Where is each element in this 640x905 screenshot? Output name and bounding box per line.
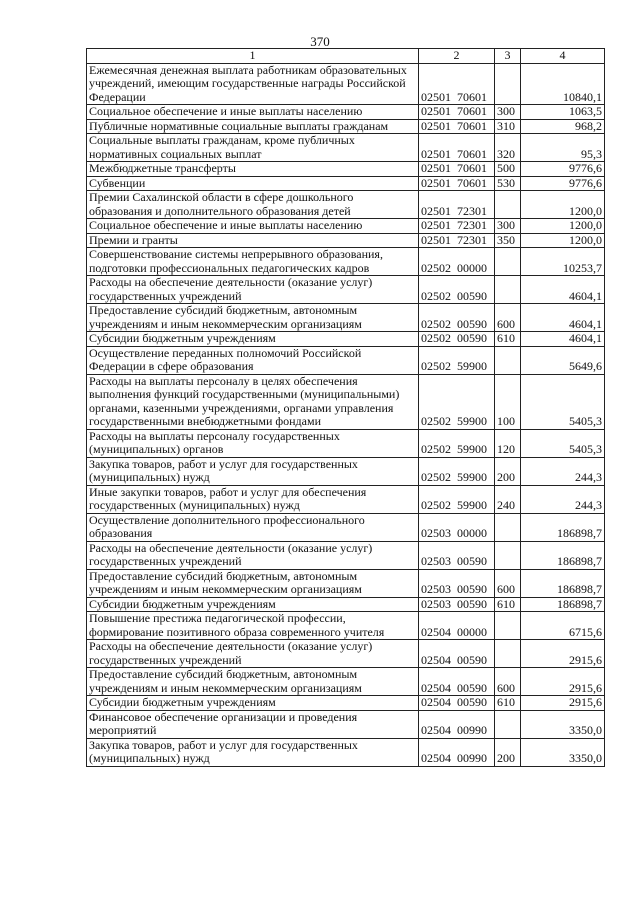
budget-table <box>86 48 605 767</box>
row-code: 02504 00590 <box>419 668 495 696</box>
row-amount: 1063,5 <box>521 105 605 120</box>
row-amount: 95,3 <box>521 134 605 162</box>
table-row <box>87 63 605 105</box>
column-header-2: 2 <box>419 49 495 64</box>
row-code: 02501 70601 <box>419 105 495 120</box>
table-row <box>87 134 605 162</box>
row-type <box>495 513 521 541</box>
row-name: Закупка товаров, работ и услуг для государственных (муниципальных) нужд <box>87 738 419 766</box>
table-row <box>87 612 605 640</box>
row-amount: 1200,0 <box>521 219 605 234</box>
row-type <box>495 640 521 668</box>
row-amount: 10253,7 <box>521 248 605 276</box>
row-code: 02502 59900 <box>419 346 495 374</box>
row-code: 02501 72301 <box>419 219 495 234</box>
row-name: Расходы на обеспечение деятельности (оказание услуг) государственных учреждений <box>87 541 419 569</box>
row-amount: 2915,6 <box>521 640 605 668</box>
row-amount: 186898,7 <box>521 541 605 569</box>
row-code: 02504 00590 <box>419 696 495 711</box>
row-type <box>495 710 521 738</box>
row-name: Социальное обеспечение и иные выплаты населению <box>87 105 419 120</box>
row-code: 02504 00990 <box>419 710 495 738</box>
table-row <box>87 429 605 457</box>
row-name: Премии и гранты <box>87 233 419 248</box>
row-name: Премии Сахалинской области в сфере дошкольного образования и дополнительного образования детей <box>87 191 419 219</box>
row-type: 610 <box>495 597 521 612</box>
row-name: Предоставление субсидий бюджетным, автономным учреждениям и иным некоммерческим организациям <box>87 668 419 696</box>
row-type: 240 <box>495 485 521 513</box>
row-type: 300 <box>495 219 521 234</box>
row-amount: 6715,6 <box>521 612 605 640</box>
row-amount: 5405,3 <box>521 374 605 429</box>
row-amount: 5405,3 <box>521 429 605 457</box>
table-row <box>87 597 605 612</box>
row-amount: 9776,6 <box>521 162 605 177</box>
table-body <box>87 63 605 766</box>
row-code: 02502 59900 <box>419 457 495 485</box>
row-code: 02502 59900 <box>419 429 495 457</box>
row-name: Расходы на выплаты персоналу государственных (муниципальных) органов <box>87 429 419 457</box>
table-row <box>87 191 605 219</box>
row-type: 350 <box>495 233 521 248</box>
row-amount: 244,3 <box>521 457 605 485</box>
row-name: Расходы на обеспечение деятельности (оказание услуг) государственных учреждений <box>87 276 419 304</box>
row-code: 02502 00590 <box>419 276 495 304</box>
table-row <box>87 304 605 332</box>
row-amount: 1200,0 <box>521 233 605 248</box>
table-row <box>87 176 605 191</box>
row-name: Субвенции <box>87 176 419 191</box>
row-name: Расходы на обеспечение деятельности (оказание услуг) государственных учреждений <box>87 640 419 668</box>
row-name: Субсидии бюджетным учреждениям <box>87 332 419 347</box>
table-row <box>87 332 605 347</box>
table-row <box>87 119 605 134</box>
row-code: 02501 70601 <box>419 63 495 105</box>
row-amount: 2915,6 <box>521 696 605 711</box>
row-type <box>495 248 521 276</box>
page-number: 370 <box>310 34 330 49</box>
row-amount: 2915,6 <box>521 668 605 696</box>
row-type: 600 <box>495 569 521 597</box>
row-type: 500 <box>495 162 521 177</box>
row-amount: 3350,0 <box>521 710 605 738</box>
row-name: Социальные выплаты гражданам, кроме публичных нормативных социальных выплат <box>87 134 419 162</box>
row-name: Публичные нормативные социальные выплаты гражданам <box>87 119 419 134</box>
table-row <box>87 738 605 766</box>
row-code: 02502 59900 <box>419 374 495 429</box>
table-row <box>87 668 605 696</box>
row-type: 610 <box>495 696 521 711</box>
row-amount: 1200,0 <box>521 191 605 219</box>
table-row <box>87 541 605 569</box>
row-type <box>495 612 521 640</box>
row-type <box>495 63 521 105</box>
column-header-1: 1 <box>87 49 419 64</box>
row-name: Предоставление субсидий бюджетным, автономным учреждениям и иным некоммерческим организациям <box>87 304 419 332</box>
row-type <box>495 346 521 374</box>
row-code: 02504 00000 <box>419 612 495 640</box>
table-row <box>87 248 605 276</box>
row-type <box>495 541 521 569</box>
row-code: 02501 72301 <box>419 233 495 248</box>
row-name: Совершенствование системы непрерывного образования, подготовки профессиональных педагогических кадров <box>87 248 419 276</box>
row-code: 02504 00590 <box>419 640 495 668</box>
table-row <box>87 485 605 513</box>
row-code: 02503 00590 <box>419 597 495 612</box>
row-type: 100 <box>495 374 521 429</box>
row-name: Расходы на выплаты персоналу в целях обеспечения выполнения функций государственными (муниципальными) органами, казенными учреждениями, органами управления государственными внебюджетными фондами <box>87 374 419 429</box>
column-header-3: 3 <box>495 49 521 64</box>
row-type: 600 <box>495 668 521 696</box>
row-code: 02503 00590 <box>419 569 495 597</box>
row-name: Закупка товаров, работ и услуг для государственных (муниципальных) нужд <box>87 457 419 485</box>
row-name: Межбюджетные трансферты <box>87 162 419 177</box>
table-row <box>87 569 605 597</box>
row-amount: 244,3 <box>521 485 605 513</box>
row-code: 02502 00590 <box>419 332 495 347</box>
table-row <box>87 346 605 374</box>
row-code: 02503 00590 <box>419 541 495 569</box>
row-amount: 186898,7 <box>521 597 605 612</box>
row-name: Осуществление дополнительного профессионального образования <box>87 513 419 541</box>
row-code: 02501 70601 <box>419 176 495 191</box>
row-amount: 968,2 <box>521 119 605 134</box>
row-code: 02503 00000 <box>419 513 495 541</box>
row-name: Финансовое обеспечение организации и проведения мероприятий <box>87 710 419 738</box>
row-type: 320 <box>495 134 521 162</box>
table-row <box>87 219 605 234</box>
row-code: 02502 00000 <box>419 248 495 276</box>
row-type: 120 <box>495 429 521 457</box>
row-type: 300 <box>495 105 521 120</box>
row-code: 02502 59900 <box>419 485 495 513</box>
row-amount: 10840,1 <box>521 63 605 105</box>
table-row <box>87 640 605 668</box>
row-amount: 3350,0 <box>521 738 605 766</box>
row-type <box>495 276 521 304</box>
row-code: 02504 00990 <box>419 738 495 766</box>
row-name: Осуществление переданных полномочий Российской Федерации в сфере образования <box>87 346 419 374</box>
row-name: Ежемесячная денежная выплата работникам образовательных учреждений, имеющим государственные награды Российской Федерации <box>87 63 419 105</box>
row-name: Иные закупки товаров, работ и услуг для обеспечения государственных (муниципальных) нужд <box>87 485 419 513</box>
row-name: Предоставление субсидий бюджетным, автономным учреждениям и иным некоммерческим организациям <box>87 569 419 597</box>
row-code: 02501 70601 <box>419 162 495 177</box>
row-type: 310 <box>495 119 521 134</box>
table-row <box>87 696 605 711</box>
row-amount: 4604,1 <box>521 332 605 347</box>
row-code: 02501 70601 <box>419 134 495 162</box>
row-type: 610 <box>495 332 521 347</box>
table-row <box>87 233 605 248</box>
table-row <box>87 710 605 738</box>
row-code: 02502 00590 <box>419 304 495 332</box>
row-type: 200 <box>495 738 521 766</box>
table-row <box>87 513 605 541</box>
row-code: 02501 72301 <box>419 191 495 219</box>
table-row <box>87 457 605 485</box>
row-amount: 9776,6 <box>521 176 605 191</box>
row-name: Субсидии бюджетным учреждениям <box>87 597 419 612</box>
row-type: 530 <box>495 176 521 191</box>
row-name: Социальное обеспечение и иные выплаты населению <box>87 219 419 234</box>
table-row <box>87 105 605 120</box>
row-amount: 5649,6 <box>521 346 605 374</box>
row-amount: 4604,1 <box>521 276 605 304</box>
header-row <box>87 49 605 64</box>
row-type: 200 <box>495 457 521 485</box>
row-code: 02501 70601 <box>419 119 495 134</box>
column-header-4: 4 <box>521 49 605 64</box>
row-amount: 4604,1 <box>521 304 605 332</box>
row-amount: 186898,7 <box>521 513 605 541</box>
row-name: Субсидии бюджетным учреждениям <box>87 696 419 711</box>
row-type <box>495 191 521 219</box>
table-row <box>87 374 605 429</box>
row-name: Повышение престижа педагогической профессии, формирование позитивного образа современного учителя <box>87 612 419 640</box>
row-amount: 186898,7 <box>521 569 605 597</box>
table-row <box>87 276 605 304</box>
row-type: 600 <box>495 304 521 332</box>
table-row <box>87 162 605 177</box>
